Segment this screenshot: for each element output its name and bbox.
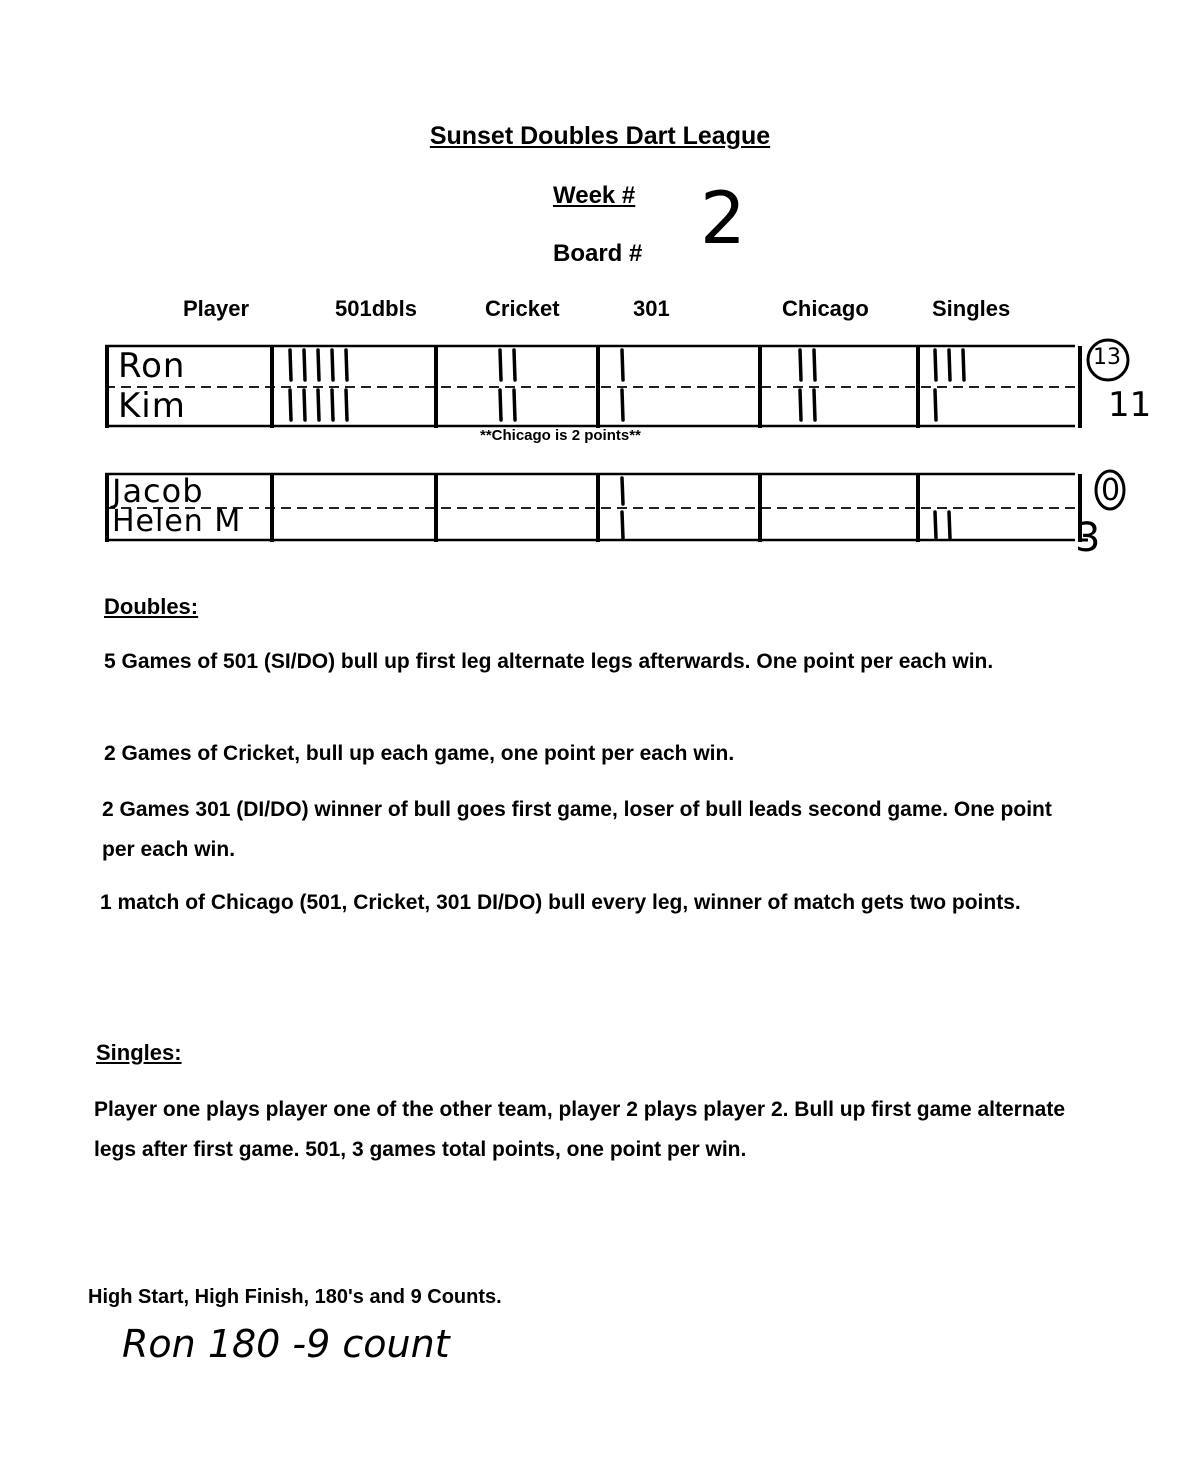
- team2-total-circled: 0: [1101, 473, 1121, 508]
- doubles-rule-301: 2 Games 301 (DI/DO) winner of bull goes first game, loser of bull leads second game. One point per each win.: [102, 798, 1052, 861]
- tally-mark-team2-player2-singles: [935, 512, 936, 538]
- team1-total-circled: 13: [1093, 345, 1121, 370]
- tally-mark-team1-player2-c501: [318, 390, 319, 420]
- tally-mark-team1-player1-c501: [332, 350, 333, 380]
- doubles-rule-chicago: 1 match of Chicago (501, Cricket, 301 DI/DO) bull every leg, winner of match gets two points.: [100, 891, 1021, 914]
- column-header-501dbls: 501dbls: [335, 296, 417, 321]
- team1-total-extra: 11: [1108, 385, 1152, 425]
- tally-mark-team1-player1-c501: [346, 350, 347, 380]
- tally-mark-team1-player2-c501: [332, 390, 333, 420]
- tally-mark-team1-player1-c501: [304, 350, 305, 380]
- tally-mark-team1-player2-singles: [935, 390, 936, 420]
- tally-mark-team1-player2-c501: [304, 390, 305, 420]
- tally-mark-team1-player2-c501: [346, 390, 347, 420]
- tally-mark-team1-player1-singles: [963, 350, 964, 380]
- singles-heading: Singles:: [96, 1040, 182, 1065]
- tally-mark-team1-player1-singles: [949, 350, 950, 380]
- tally-mark-team1-player1-cricket: [500, 350, 501, 380]
- tally-mark-team1-player2-chicago: [800, 390, 801, 420]
- handwritten-note: Ron 180 -9 count: [122, 1322, 450, 1366]
- column-header-singles: Singles: [932, 296, 1011, 321]
- tally-mark-team1-player1-cricket: [514, 350, 515, 380]
- tally-mark-team1-player1-c501: [290, 350, 291, 380]
- tally-mark-team1-player2-cricket: [514, 390, 515, 420]
- tally-mark-team1-player1-singles: [935, 350, 936, 380]
- column-header-player: Player: [183, 296, 250, 321]
- team1-player2-name: Kim: [118, 386, 186, 426]
- column-header-301: 301: [633, 296, 670, 321]
- doubles-heading: Doubles:: [104, 594, 199, 619]
- week-number-handwritten: 2: [700, 176, 746, 260]
- tally-mark-team1-player1-c301: [622, 350, 623, 380]
- column-header-cricket: Cricket: [485, 296, 560, 321]
- week-label: Week #: [553, 182, 636, 209]
- singles-rule: Player one plays player one of the other team, player 2 plays player 2. Bull up first game alternate legs after first game. 501, 3 games total points, one point per win.: [94, 1098, 1066, 1161]
- tally-mark-team1-player1-c501: [318, 350, 319, 380]
- tally-mark-team1-player2-c301: [622, 390, 623, 420]
- team1-player1-name: Ron: [118, 346, 186, 386]
- doubles-rule-501: 5 Games of 501 (SI/DO) bull up first leg alternate legs afterwards. One point per each win.: [104, 650, 994, 673]
- tally-mark-team1-player1-chicago: [800, 350, 801, 380]
- tally-mark-team2-player2-singles: [949, 512, 950, 538]
- tally-mark-team1-player2-cricket: [500, 390, 501, 420]
- team2-player1-name: Jacob: [112, 472, 204, 510]
- column-header-chicago: Chicago: [782, 296, 869, 321]
- footer-line: High Start, High Finish, 180's and 9 Counts.: [88, 1286, 502, 1308]
- league-title: Sunset Doubles Dart League: [429, 122, 771, 150]
- chicago-note: **Chicago is 2 points**: [480, 427, 641, 444]
- team2-player2-name: Helen M: [112, 504, 242, 539]
- tally-mark-team2-player2-c301: [622, 512, 623, 538]
- tally-mark-team1-player2-c501: [290, 390, 291, 420]
- tally-mark-team2-player1-c301: [622, 478, 623, 504]
- team2-total-extra: 3: [1075, 515, 1101, 561]
- doubles-rule-cricket: 2 Games of Cricket, bull up each game, one point per each win.: [104, 742, 735, 765]
- tally-mark-team1-player2-chicago: [814, 390, 815, 420]
- tally-mark-team1-player1-chicago: [814, 350, 815, 380]
- board-label: Board #: [553, 240, 643, 267]
